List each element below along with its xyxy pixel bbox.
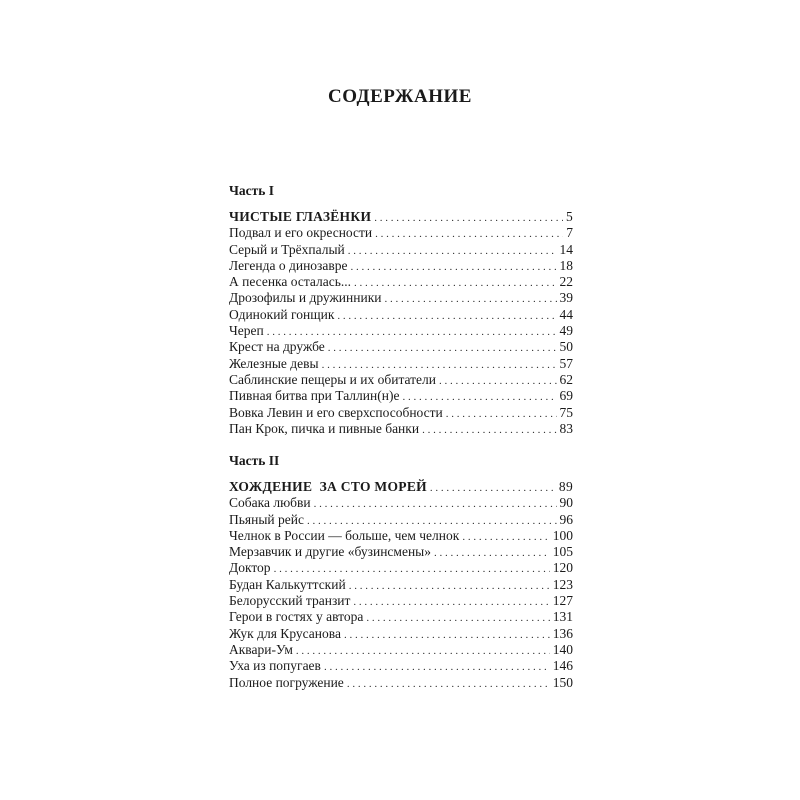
toc-entry: [229, 544, 573, 560]
dot-leader: [375, 225, 563, 242]
toc-entry: [229, 495, 573, 511]
dot-leader: [439, 372, 556, 389]
dot-leader: [353, 593, 549, 610]
entry-page-number: 22: [559, 274, 573, 290]
toc-entry: [229, 339, 573, 355]
dot-leader: [422, 421, 556, 438]
dot-leader: [344, 626, 550, 643]
entry-page-number: 127: [552, 593, 573, 609]
toc-entry: [229, 642, 573, 658]
entry-page-number: 69: [559, 388, 573, 404]
entry-title: Легенда о динозавре: [229, 257, 348, 273]
entry-page-number: 120: [552, 560, 573, 576]
dot-leader: [430, 479, 556, 496]
toc-entry: [229, 274, 573, 290]
entry-title: Дрозофилы и дружинники: [229, 290, 382, 306]
dot-leader: [324, 658, 550, 675]
dot-leader: [434, 544, 550, 561]
entry-title: Железные девы: [229, 355, 319, 371]
entry-title: Аквари-Ум: [229, 641, 293, 657]
dot-leader: [267, 323, 557, 340]
entry-title: Вовка Левин и его сверхспособности: [229, 404, 443, 420]
entry-title: Белорусский транзит: [229, 593, 351, 609]
entry-page-number: 50: [559, 339, 573, 355]
entry-title: ХОЖДЕНИЕ ЗА СТО МОРЕЙ: [229, 479, 427, 494]
dot-leader: [349, 577, 550, 594]
toc-entry: [229, 577, 573, 593]
entry-title: Герои в гостях у автора: [229, 609, 364, 625]
dot-leader: [462, 528, 549, 545]
entry-page-number: 18: [559, 257, 573, 273]
entry-page-number: 150: [552, 674, 573, 690]
entry-title: Мерзавчик и другие «бузинсмены»: [229, 544, 431, 560]
dot-leader: [402, 388, 556, 405]
entry-title: Жук для Крусанова: [229, 625, 341, 641]
entry-title: Серый и Трёхпалый: [229, 241, 345, 257]
dot-leader: [354, 274, 556, 291]
toc-entry: [229, 560, 573, 576]
entry-page-number: 131: [552, 609, 573, 625]
toc-entry: [229, 658, 573, 674]
dot-leader: [348, 242, 557, 259]
part-2: [229, 453, 573, 691]
toc-entry: [229, 512, 573, 528]
entry-page-number: 75: [559, 404, 573, 420]
entry-title: Одинокий гонщик: [229, 306, 335, 322]
entry-page-number: 83: [559, 420, 573, 436]
toc-entry: [229, 258, 573, 274]
toc-entry: [229, 405, 573, 421]
dot-leader: [296, 642, 550, 659]
entry-page-number: 7: [566, 225, 573, 241]
contents-title: СОДЕРЖАНИЕ: [328, 86, 472, 107]
toc-entry: [229, 242, 573, 258]
entry-page-number: 44: [559, 306, 573, 322]
dot-leader: [446, 405, 557, 422]
entry-title: Доктор: [229, 560, 271, 576]
part-heading: Часть I: [229, 183, 275, 198]
entry-title: ЧИСТЫЕ ГЛАЗЁНКИ: [229, 209, 372, 224]
entry-page-number: 146: [552, 658, 573, 674]
entry-title: Полное погружение: [229, 674, 344, 690]
dot-leader: [374, 209, 563, 226]
dot-leader: [274, 560, 550, 577]
dot-leader: [307, 512, 557, 529]
entry-title: Челнок в России — больше, чем челнок: [229, 527, 460, 543]
toc-entry: [229, 626, 573, 642]
entry-page-number: 100: [552, 527, 573, 543]
toc-entry: [229, 323, 573, 339]
entry-page-number: 14: [559, 241, 573, 257]
dot-leader: [337, 307, 556, 324]
entry-page-number: 57: [559, 355, 573, 371]
entry-title: Уха из попугаев: [229, 658, 321, 674]
toc-entry: [229, 388, 573, 404]
toc-entry: [229, 290, 573, 306]
entry-page-number: 140: [552, 641, 573, 657]
entry-title: Собака любви: [229, 495, 311, 511]
entry-title: Крест на дружбе: [229, 339, 325, 355]
entry-title: Пивная битва при Таллин(н)е: [229, 388, 400, 404]
entry-page-number: 90: [559, 495, 573, 511]
entry-title: А песенка осталась...: [229, 274, 352, 290]
dot-leader: [351, 258, 557, 275]
part-heading: Часть II: [229, 453, 280, 468]
entry-page-number: 136: [552, 625, 573, 641]
dot-leader: [347, 675, 550, 692]
dot-leader: [366, 609, 549, 626]
toc-entry: [229, 209, 573, 225]
toc-entry: [229, 372, 573, 388]
entry-page-number: 123: [552, 576, 573, 592]
toc-entry: [229, 593, 573, 609]
entry-title: Череп: [229, 323, 264, 339]
dot-leader: [314, 495, 557, 512]
toc-entry: [229, 225, 573, 241]
entry-page-number: 62: [559, 371, 573, 387]
dot-leader: [322, 356, 557, 373]
part-1: [229, 183, 573, 437]
toc-entry: [229, 609, 573, 625]
toc-list: [229, 479, 573, 691]
entry-title: Будан Калькуттский: [229, 576, 346, 592]
toc-entry: [229, 356, 573, 372]
dot-leader: [328, 339, 557, 356]
entry-page-number: 39: [559, 290, 573, 306]
toc-entry: [229, 421, 573, 437]
toc-entry: [229, 528, 573, 544]
entry-page-number: 96: [559, 511, 573, 527]
toc-entry: [229, 307, 573, 323]
entry-title: Пьяный рейс: [229, 511, 304, 527]
entry-page-number: 49: [559, 323, 573, 339]
entry-title: Саблинские пещеры и их обитатели: [229, 371, 437, 387]
entry-title: Пан Крок, пичка и пивные банки: [229, 420, 420, 436]
toc-entry: [229, 479, 573, 495]
entry-title: Подвал и его окресности: [229, 225, 373, 241]
toc-list: [229, 209, 573, 437]
toc-entry: [229, 675, 573, 691]
entry-page-number: 105: [552, 544, 573, 560]
dot-leader: [385, 290, 557, 307]
entry-page-number: 89: [558, 479, 573, 494]
entry-page-number: 5: [565, 209, 573, 224]
